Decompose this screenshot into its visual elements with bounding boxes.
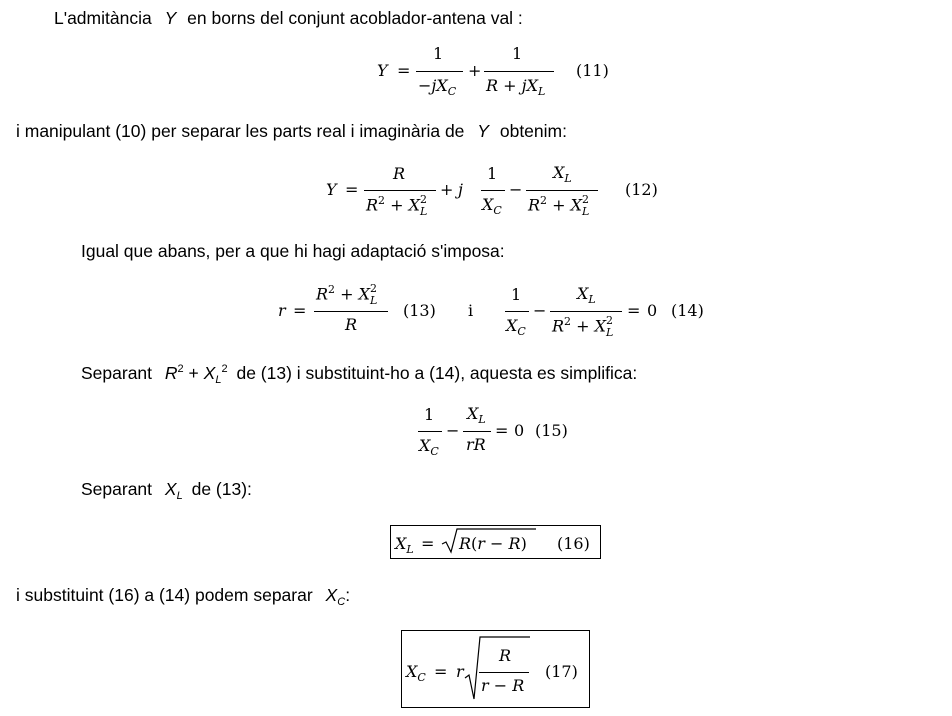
separating-text: Separant bbox=[81, 363, 153, 383]
eq15-number: (15) bbox=[535, 421, 568, 440]
eq11-den1: $-jX_C$ bbox=[418, 76, 457, 98]
eq14-zero: 0 bbox=[647, 301, 658, 320]
eq14-num2: $X_L$ bbox=[577, 284, 596, 306]
admittance-symbol: Y bbox=[164, 8, 177, 28]
eq14-equals: = bbox=[627, 301, 641, 320]
separating-text-end: de (13) i substituint-ho a (14), aquesta es simplifica: bbox=[236, 363, 638, 383]
xc-subscript: C bbox=[337, 596, 346, 608]
eq12-den1: $R^2 + X$ 2 L bbox=[366, 193, 428, 218]
eq11-number: (11) bbox=[576, 61, 609, 80]
eq14-den1: $X_C$ bbox=[506, 316, 526, 338]
eq17-lhs: $X_C$ bbox=[406, 662, 426, 684]
eq12-equals: = bbox=[345, 180, 359, 199]
eq12-minus: − bbox=[509, 180, 523, 199]
eq15-den1: $X_C$ bbox=[419, 436, 439, 458]
eq12-den2: $X_C$ bbox=[482, 195, 502, 217]
eq17-equals: = bbox=[434, 662, 448, 681]
eq11-num1: 1 bbox=[433, 44, 444, 63]
eq11-plus: + bbox=[468, 61, 482, 80]
eq15-zero: 0 bbox=[514, 421, 525, 440]
eq12-num2: 1 bbox=[487, 164, 498, 183]
eq11-den2: $R + jX_L$ bbox=[486, 76, 546, 98]
substituting-text: i substituint (16) a (14) podem separar bbox=[16, 585, 313, 605]
matching-text: Igual que abans, per a que hi hagi adaptació s'imposa: bbox=[81, 241, 505, 261]
eq16-number: (16) bbox=[557, 534, 590, 553]
x-symbol: X bbox=[203, 363, 216, 383]
eq17-den: r − R bbox=[481, 676, 525, 695]
admittance-symbol-2: Y bbox=[477, 121, 489, 141]
intro-text: L'admitància bbox=[54, 8, 152, 28]
manipulation-text-end: obtenim: bbox=[499, 121, 567, 141]
eq11-equals: = bbox=[397, 61, 411, 80]
eq13-num: $R^2 + X$ 2 L bbox=[316, 282, 378, 307]
eq11-num2: 1 bbox=[512, 44, 523, 63]
eq16-radicand: R(r − R) bbox=[459, 534, 527, 553]
eq15-equals: = bbox=[495, 421, 509, 440]
eq12-number: (12) bbox=[625, 180, 658, 199]
xl-symbol: X bbox=[164, 479, 177, 499]
eq15-num1: 1 bbox=[424, 405, 435, 424]
x-square: 2 bbox=[221, 363, 228, 375]
r-square: 2 bbox=[177, 363, 184, 375]
eq14-minus: − bbox=[533, 301, 547, 320]
x-subscript: L bbox=[215, 374, 222, 386]
r-symbol: R bbox=[164, 363, 178, 383]
eq13-number: (13) bbox=[403, 301, 436, 320]
eq11-y: Y bbox=[377, 61, 388, 80]
eq12-num1: R bbox=[393, 164, 406, 183]
plus-sign: + bbox=[188, 363, 199, 383]
xl-subscript: L bbox=[176, 490, 183, 502]
eq13-r: r bbox=[278, 301, 286, 320]
eq15-num2: $X_L$ bbox=[467, 404, 486, 426]
eq12-y: Y bbox=[326, 180, 337, 199]
eq14-den2: $R^2 + X$ 2 L bbox=[552, 314, 614, 339]
eq15-minus: − bbox=[446, 421, 460, 440]
separating-xl-text-end: de (13): bbox=[191, 479, 252, 499]
eq15-den2: rR bbox=[466, 435, 486, 454]
eq12-j: j bbox=[458, 180, 463, 199]
eq13-den: R bbox=[345, 315, 358, 334]
eq16-lhs: $X_L$ bbox=[395, 534, 414, 556]
eq16-equals: = bbox=[421, 534, 435, 553]
eq17-bar bbox=[479, 672, 529, 673]
colon: : bbox=[345, 585, 351, 605]
eq17-number: (17) bbox=[545, 662, 578, 681]
eq12-den3: $R^2 + X$ 2 L bbox=[528, 193, 590, 218]
eq12-plus: + bbox=[440, 180, 454, 199]
manipulation-text: i manipulant (10) per separar les parts real i imaginària de bbox=[16, 121, 465, 141]
eq17-r: r bbox=[456, 662, 464, 681]
eq13-equals: = bbox=[293, 301, 307, 320]
eq17-num: R bbox=[499, 646, 512, 665]
conjunction-i: i bbox=[468, 301, 474, 320]
eq14-number: (14) bbox=[671, 301, 704, 320]
separating-xl-text: Separant bbox=[81, 479, 153, 499]
intro-text-end: en borns del conjunt acoblador-antena val : bbox=[187, 8, 523, 28]
eq14-num1: 1 bbox=[511, 285, 522, 304]
eq12-num3: $X_L$ bbox=[553, 163, 572, 185]
xc-symbol: X bbox=[325, 585, 338, 605]
